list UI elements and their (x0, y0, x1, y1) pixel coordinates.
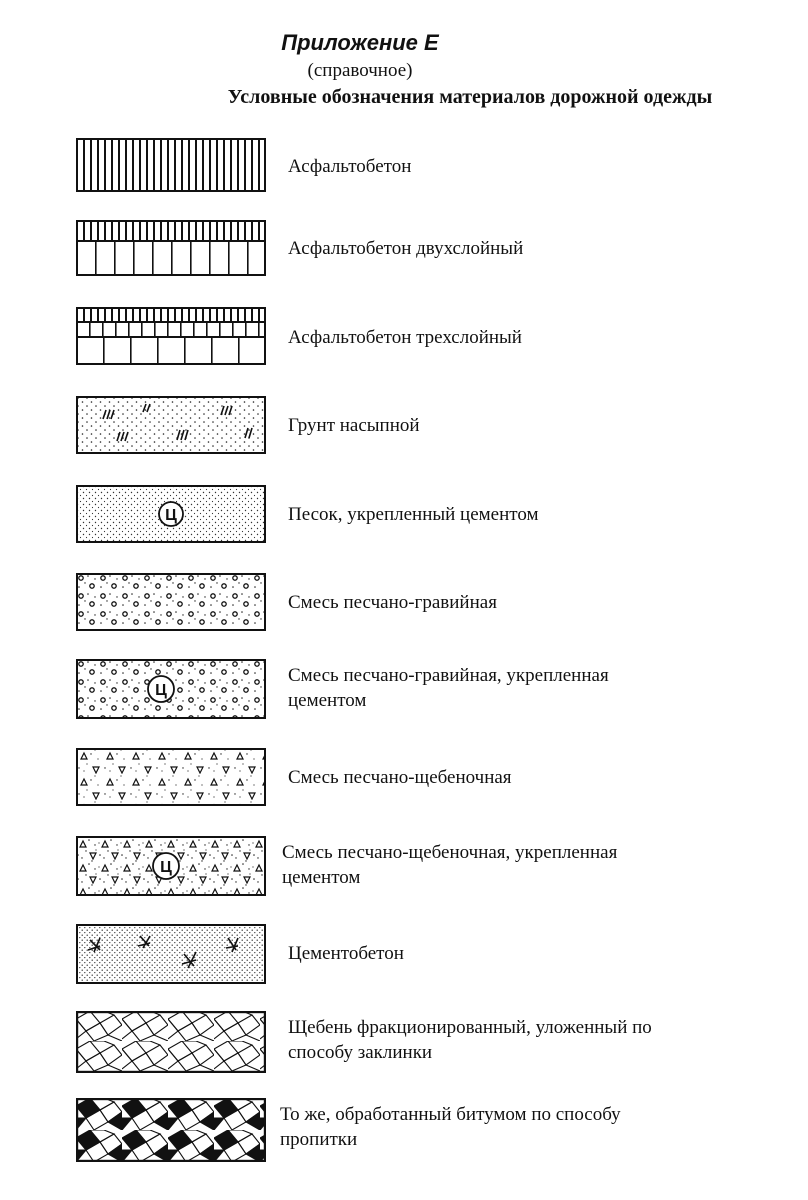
asphalt-3-swatch (76, 307, 266, 365)
cement-mark: Ц (165, 507, 177, 524)
cement-concrete-pattern (76, 924, 266, 984)
legend-item-crushed-wedged (0, 1011, 808, 1091)
legend-item-sand-gravel (0, 573, 808, 653)
asphalt-2-swatch (76, 220, 266, 276)
sand-cement-swatch (76, 485, 266, 543)
legend-label: Асфальтобетон (288, 156, 412, 177)
legend-heading: Условные обозначения материалов дорожной одежды (227, 86, 713, 108)
legend-item-asphalt-2 (0, 220, 808, 300)
asphalt-swatch (76, 138, 266, 192)
legend-label: Смесь песчано-гравийная (288, 592, 497, 613)
asphalt-3-pattern (76, 307, 266, 365)
legend-label: Цементобетон (288, 943, 404, 964)
legend-label: Асфальтобетон трехслойный (288, 327, 522, 348)
crushed-bitumen-swatch (76, 1098, 266, 1162)
legend-label: Песок, укрепленный цементом (288, 504, 539, 525)
asphalt-pattern (76, 138, 266, 192)
legend-item-asphalt (0, 138, 808, 218)
sand-gravel-swatch (76, 573, 266, 631)
legend-item-crushed-bitumen (0, 1098, 808, 1178)
crushed-wedged-swatch (76, 1011, 266, 1073)
fill-soil-swatch (76, 396, 266, 454)
sand-crushed-swatch (76, 748, 266, 806)
sand-gravel-cement-pattern (76, 659, 266, 719)
legend-item-asphalt-3 (0, 307, 808, 387)
legend-label: Асфальтобетон двухслойный (288, 238, 524, 259)
crushed-wedged-pattern (76, 1011, 266, 1073)
legend-item-fill-soil (0, 396, 808, 476)
legend-label: Смесь песчано-гравийная, укрепленная цементом (288, 665, 609, 711)
sand-crushed-cement-pattern (76, 836, 266, 896)
cement-mark: Ц (160, 859, 172, 876)
legend-label: Щебень фракционированный, уложенный по способу заклинки (288, 1017, 652, 1063)
sand-cement-pattern (76, 485, 266, 543)
appendix-subtitle: (справочное) (307, 60, 413, 81)
legend-item-sand-cement (0, 485, 808, 565)
cement-mark: Ц (155, 682, 167, 699)
legend-label: То же, обработанный битумом по способу пропитки (280, 1104, 621, 1150)
legend-item-cement-concrete (0, 924, 808, 1004)
fill-soil-pattern (76, 396, 266, 454)
legend-item-sand-crushed-cement (0, 836, 808, 916)
asphalt-2-pattern (76, 220, 266, 276)
sand-gravel-pattern (76, 573, 266, 631)
appendix-title: Приложение Е (281, 30, 439, 55)
legend-label: Грунт насыпной (288, 415, 420, 436)
cement-concrete-swatch (76, 924, 266, 984)
legend-label: Смесь песчано-щебеночная, укрепленная цементом (282, 842, 618, 888)
sand-crushed-pattern (76, 748, 266, 806)
crushed-bitumen-pattern (76, 1098, 266, 1162)
legend-item-sand-gravel-cement (0, 659, 808, 739)
legend-label: Смесь песчано-щебеночная (288, 767, 512, 788)
legend-item-sand-crushed (0, 748, 808, 828)
sand-gravel-cement-swatch (76, 659, 266, 719)
sand-crushed-cement-swatch (76, 836, 266, 896)
